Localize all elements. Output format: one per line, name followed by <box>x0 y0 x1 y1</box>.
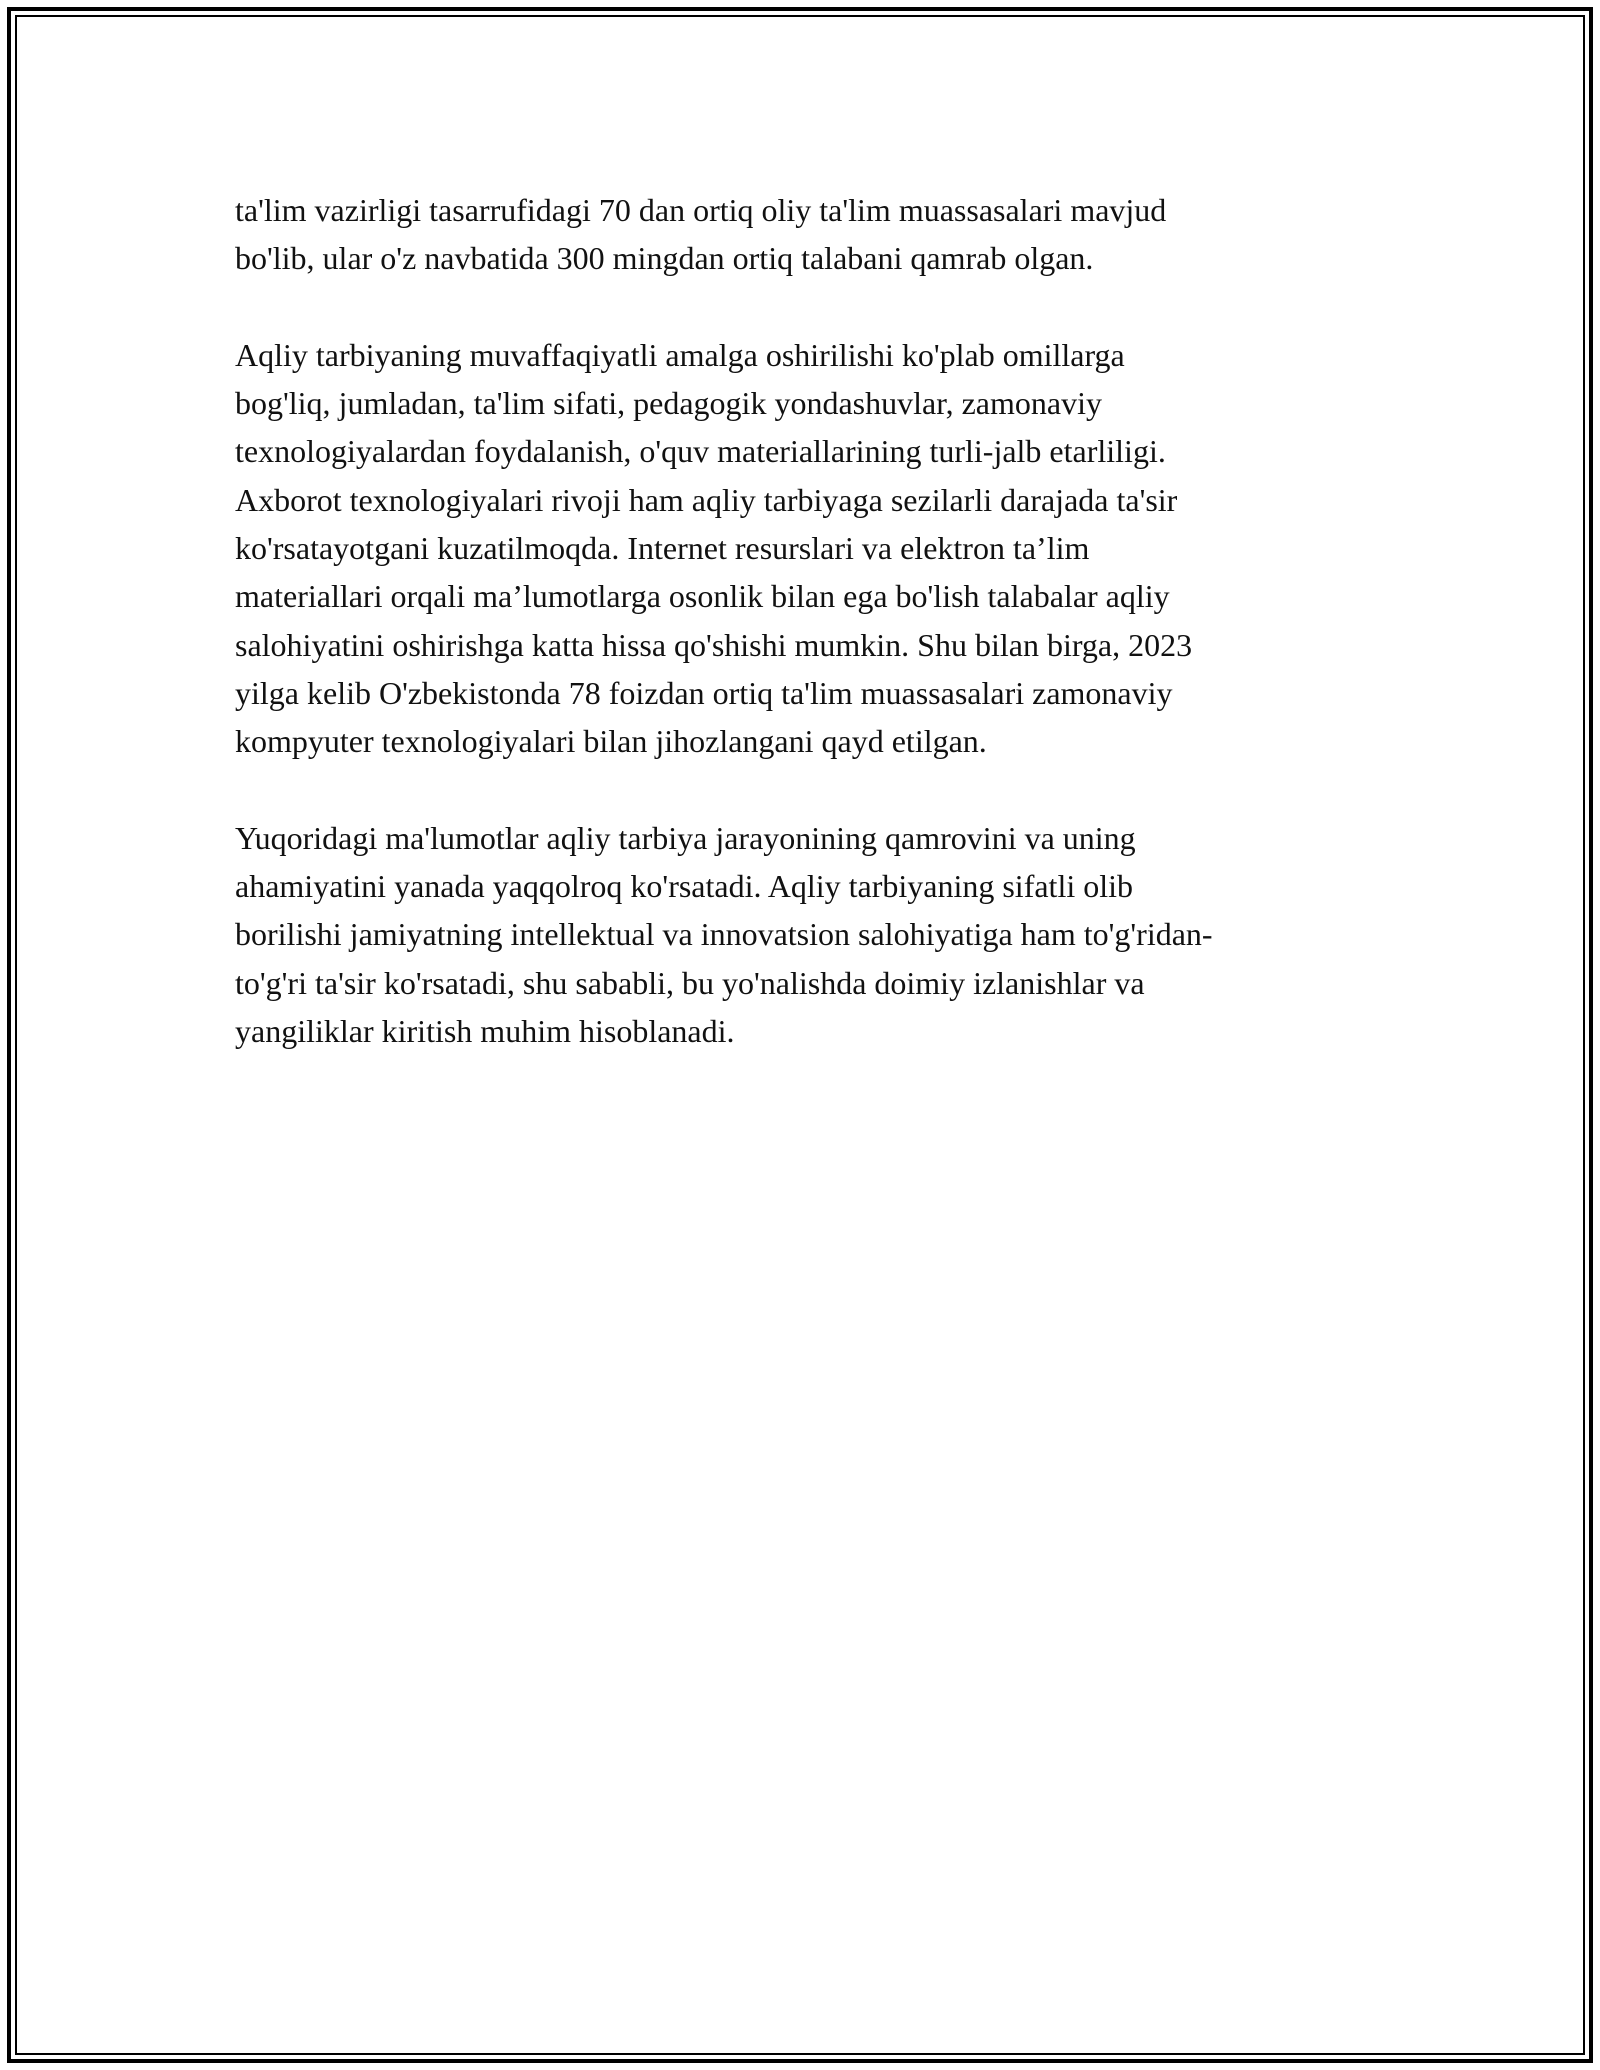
document-body <box>235 186 1375 1104</box>
paragraph-2: Aqliy tarbiyaning muvaffaqiyatli amalga oshirilishi ko'plab omillarga bog'liq, jumladan, ta'lim sifati, pedagogik yondashuvlar, zamonaviy texnologiyalardan foydalanish, o'quv materiallarining turli-jalb etarliligi. Axborot texnologiyalari rivoji ham aqliy tarbiyaga sezilarli darajada ta'sir ko'rsatayotgani kuzatilmoqda. Internet resurslari va elektron ta’lim materiallari orqali ma’lumotlarga osonlik bilan ega bo'lish talabalar aqliy salohiyatini oshirishga katta hissa qo'shishi mumkin. Shu bilan birga, 2023 yilga kelib O'zbekistonda 78 foizdan ortiq ta'lim muassasalari zamonaviy kompyuter texnologiyalari bilan jihozlangani qayd etilgan. <box>235 336 1193 760</box>
paragraph-3: Yuqoridagi ma'lumotlar aqliy tarbiya jarayonining qamrovini va uning ahamiyatini yanada yaqqolroq ko'rsatadi. Aqliy tarbiyaning sifatli olib borilishi jamiyatning intellektual va innovatsion salohiyatiga ham to'g'ridan- to'g'ri ta'sir ko'rsatadi, shu sababli, bu yo'nalishda doimiy izlanishlar va yangiliklar kiritish muhim hisoblanadi. <box>235 819 1213 1050</box>
paragraph-1: ta'lim vazirligi tasarrufidagi 70 dan ortiq oliy ta'lim muassasalari mavjud bo'lib, ular o'z navbatida 300 mingdan ortiq talabani qamrab olgan. <box>235 192 1167 277</box>
